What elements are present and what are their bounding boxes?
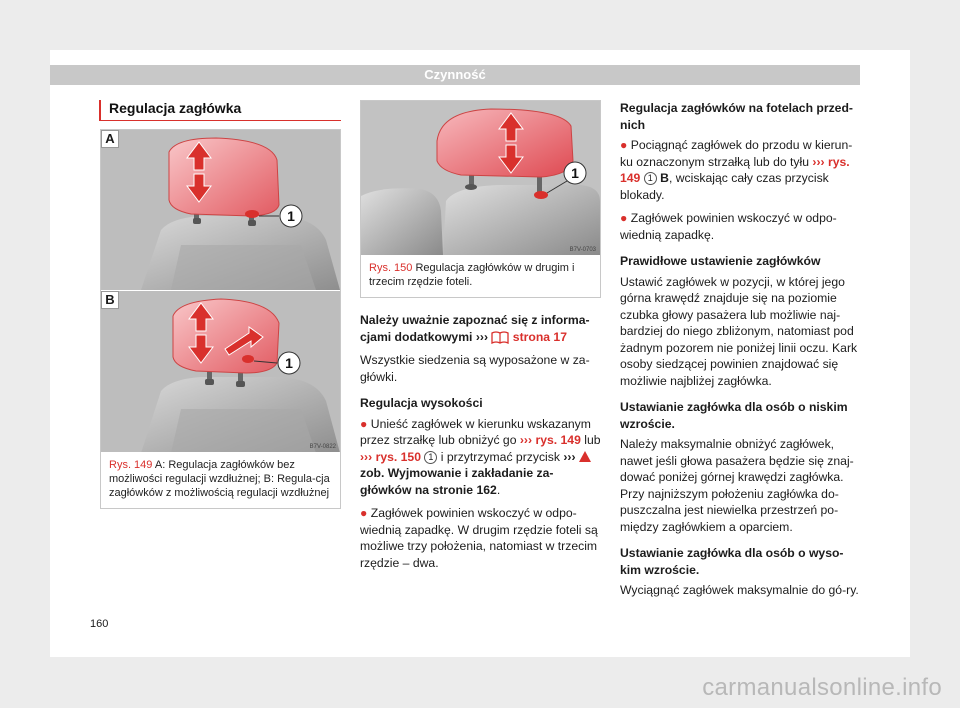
notice-paragraph — [360, 312, 601, 345]
panel-letter-a: A — [101, 130, 119, 148]
caption-text-150: Regulacja zagłówków w drugim i trzecim rzędzie foteli. — [369, 262, 575, 288]
headrest-illustration-a — [101, 130, 340, 290]
page-header: Czynność — [50, 65, 860, 85]
bullet1-arrows: ››› — [519, 433, 533, 447]
bullet1-lub: lub — [584, 433, 601, 447]
height-bullet-1: ● Unieść zagłówek w kierunku wskazanym przez strzałkę lub obniżyć go ››› rys. 149 lub ››› rys. 150 1 i przytrzymać przycisk ››› zob. Wyjmowanie i zakładanie za-główków na stronie 162. — [360, 416, 601, 497]
height-bullet-2 — [360, 505, 601, 571]
bullet2-text: Zagłówek powinien wskoczyć w odpo-wiednią zapadkę. W drugim rzędzie foteli są możliwe trzy położenia, natomiast w trzecim rzędzie – dwa. — [360, 506, 598, 570]
figure-code: B7V-0822 — [309, 444, 336, 450]
section-title: Regulacja zagłówka — [99, 100, 341, 121]
figure-150-code: B7V-0703 — [569, 247, 596, 253]
bullet1-ref1[interactable]: rys. 149 — [535, 433, 581, 447]
caption-ref: Rys. 149 — [109, 459, 153, 471]
callout-1: 1 — [287, 208, 295, 224]
middle-body — [360, 312, 601, 571]
bullet-dot-4: ● — [620, 211, 628, 225]
callout-number-1: 1 — [424, 451, 437, 464]
book-icon — [491, 330, 509, 344]
front-bullet1-a: Pociągnąć zagłówek do przodu w kierun-ku oznaczonym strzałką lub do tyłu — [620, 138, 853, 169]
watermark: carmanualsonline.info — [702, 674, 942, 701]
page-number: 160 — [90, 618, 109, 630]
headrest-illustration-b — [101, 291, 340, 452]
height-title: Regulacja wysokości — [360, 396, 483, 410]
bullet1-arrows-2: ››› — [360, 449, 373, 464]
right-body — [620, 100, 861, 599]
middle-column — [360, 100, 601, 578]
figure-149-panel-b — [101, 290, 340, 452]
notice-arrows: ››› — [475, 329, 489, 344]
bullet1-text-b: i przytrzymać przycisk — [440, 449, 560, 464]
front-bullet-1 — [620, 137, 861, 203]
panel-letter-b: B — [101, 291, 119, 309]
front-bullet1-arrows: ››› — [812, 154, 825, 169]
low-title: Ustawianie zagłówka dla osób o niskim wzroście. — [620, 400, 848, 431]
figure-149-caption — [101, 452, 340, 508]
callout-1-rear: 1 — [571, 165, 579, 181]
bullet1-text-a: Unieść zagłówek w kierunku wskazanym przez strzałkę lub obniżyć go — [360, 416, 591, 447]
caption-ref-150: Rys. 150 — [369, 262, 413, 274]
tall-title: Ustawianie zagłówka dla osób o wyso-kim wzroście. — [620, 546, 844, 577]
tall-text: Wyciągnąć zagłówek maksymalnie do gó-ry. — [620, 583, 859, 597]
front-bullet1-ref[interactable]: rys. 149 — [620, 154, 850, 185]
bullet1-ref2[interactable]: rys. 150 — [375, 449, 421, 464]
notice-link[interactable]: strona 17 — [512, 329, 567, 344]
figure-149 — [100, 129, 341, 509]
front-title: Regulacja zagłówków na fotelach przed-nich — [620, 101, 853, 132]
bullet1-arrows-3: ››› — [563, 449, 576, 464]
notice-bold: Należy uważnie zapoznać się z informa-cjami dodatkowymi — [360, 313, 590, 344]
right-column — [620, 100, 861, 606]
figure-149-panel-a — [101, 130, 340, 290]
bullet-dot-3: ● — [620, 138, 628, 152]
front-bullet-2 — [620, 210, 861, 243]
warning-icon — [579, 451, 591, 462]
low-text: Należy maksymalnie obniżyć zagłówek, nawet jeśli głowa pasażera będzie się znaj-dować poniżej górnej krawędzi zagłówka. Przy najniższym położeniu zagłówka do-puszczalna jest niewielka przestrzeń po-między zagłówkiem a oparciem. — [620, 437, 854, 534]
bullet-dot: ● — [360, 416, 368, 431]
figure-150-image — [361, 101, 600, 255]
correct-text: Ustawić zagłówek w pozycji, w której jego górna krawędź znajduje się na poziomie czubka głowy pasażera lub możliwie naj-bardziej do niego zbliżonym, natomiast pod żadnym pozorem nie poniżej linii oczu. Kark osoby siedzącej powinien znajdować się możliwie najbliżej zagłówka. — [620, 274, 858, 388]
front-bullet2-text: Zagłówek powinien wskoczyć w odpo-wiednią zapadkę. — [620, 211, 837, 242]
bullet-dot-2: ● — [360, 506, 368, 520]
left-column — [100, 100, 341, 509]
caption-text: A: Regulacja zagłówków bez możliwości regulacji wzdłużnej; B: Regula-cja zagłówków z możliwością regulacji wzdłużnej — [109, 459, 330, 499]
correct-title: Prawidłowe ustawienie zagłówków — [620, 254, 821, 268]
callout-1-b: 1 — [285, 355, 293, 371]
intro-text: Wszystkie siedzenia są wyposażone w za-główki. — [360, 353, 590, 384]
callout-number-1-front: 1 — [644, 172, 657, 185]
figure-150 — [360, 100, 601, 298]
front-bullet1-c: , wciskając cały czas przycisk blokady. — [620, 171, 829, 202]
front-bullet1-b: B — [660, 171, 669, 185]
bullet1-bold-ref[interactable]: zob. Wyjmowanie i zakładanie za-główków na stronie 162 — [360, 466, 554, 497]
rear-headrest-illustration — [361, 101, 600, 255]
figure-150-caption — [361, 255, 600, 297]
